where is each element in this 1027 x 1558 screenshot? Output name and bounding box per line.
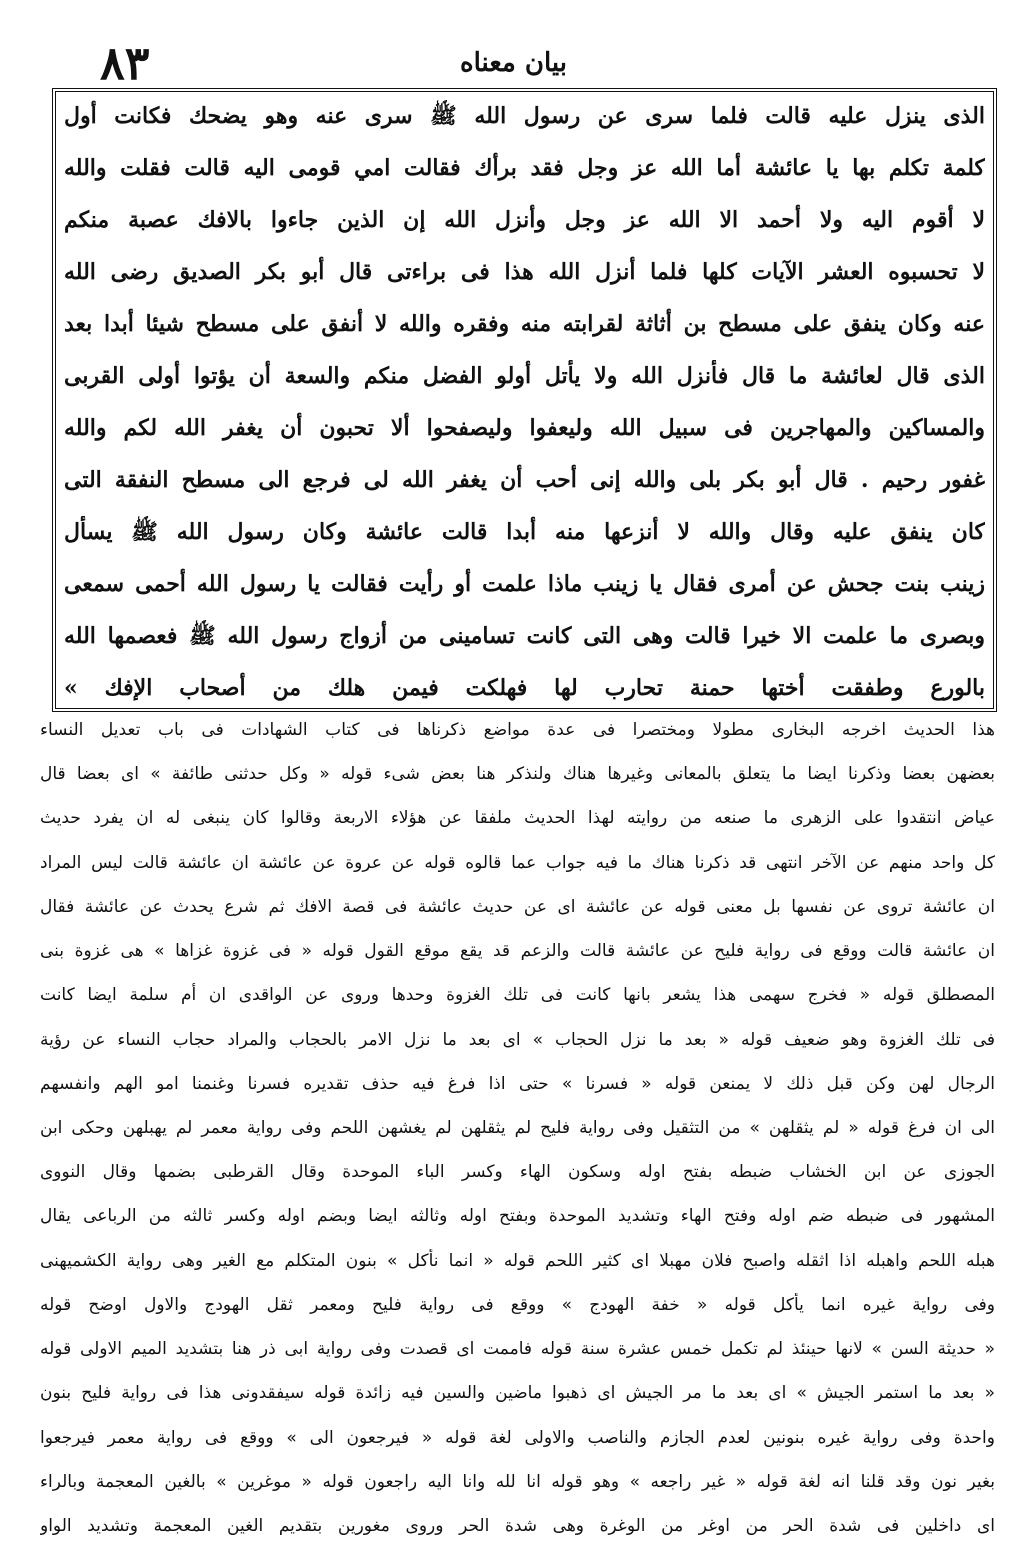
commentary-line: بغير نون وقد قلنا انه لغة قوله « غير راجعه » وهو قوله انا لله وانا اليه راجعون قوله « موغرين » بالغين المعجمة وبالراء xyxy=(40,1471,995,1492)
commentary-line: « حديثة السن » لانها حينئذ لم تكمل خمس عشرة سنة قوله فاممت اى قصدت وفى رواية ابى ذر هنا بتشديد الميم الاولى قوله xyxy=(40,1339,995,1360)
hadith-line: وبصرى ما علمت الا خيرا قالت وهى التى كانت تسامينى من أزواج رسول الله ﷺ فعصمها الله xyxy=(64,623,985,649)
hadith-line: كان ينفق عليه وقال والله لا أنزعها منه أبدا قالت عائشة وكان رسول الله ﷺ يسأل xyxy=(64,519,985,545)
page-number: ٨٣ xyxy=(100,36,150,90)
commentary-line: الرجال لهن وكن قبل ذلك لا يمنعن قوله « فسرنا » حتى اذا فرغ فيه حذف تقديره فسرنا وغنمنا امو الهم وانفسهم xyxy=(40,1073,995,1094)
commentary-line: واحدة وفى رواية غيره بنونين لعدم الجازم والناصب والاولى لغة قوله « فيرجعون الى » ووقع فى رواية معمر فيرجعوا xyxy=(40,1427,995,1448)
commentary-line: وفى رواية غيره انما يأكل قوله « خفة الهودج » ووقع فى رواية فليح ومعمر ثقل الهودج والاول اوضح قوله xyxy=(40,1294,995,1315)
hadith-line: عنه وكان ينفق على مسطح بن أثاثة لقرابته منه وفقره والله لا أنفق على مسطح شيئا أبدا بعد xyxy=(64,311,985,337)
commentary-line: ان عائشة قالت ووقع فى رواية فليح عن عائشة قالت والزعم قد يقع موقع القول قوله « فى غزوة غزاها » هى غزوة بنى xyxy=(40,941,995,962)
commentary-line: بعضهن بعضا وذكرنا ايضا ما يتعلق بالمعانى وغيرها هناك ولنذكر هنا بعض شىء قوله « وكل حدثنى طائفة » اى بعضا قال xyxy=(40,764,995,785)
commentary-line: هبله اللحم واهبله اذا اثقله واصبح فلان مهبلا اى كثير اللحم قوله « انما نأكل » بنون المتكلم مع الغير وهى رواية الكشميهنى xyxy=(40,1250,995,1271)
commentary-line: الى ان فرغ قوله « لم يثقلهن » من التثقيل وفى رواية فليح لم يثقلهن لم يغشهن اللحم وفى رواية معمر لم يهبلهن وحكى ابن xyxy=(40,1117,995,1138)
hadith-line: لا تحسبوه العشر الآيات كلها فلما أنزل الله هذا فى براءتى قال أبو بكر الصديق رضى الله xyxy=(64,259,985,285)
commentary-line: المصطلق قوله « فخرج سهمى هذا يشعر بانها كانت فى تلك الغزوة وحدها وروى عن الواقدى ان أم سلمة ايضا كانت xyxy=(40,985,995,1006)
commentary-line: الجوزى عن ابن الخشاب ضبطه بفتح اوله وسكون الهاء وكسر الباء الموحدة وقال القرطبى بضمها وقال النووى xyxy=(40,1162,995,1183)
hadith-line: الذى قال لعائشة ما قال فأنزل الله ولا يأتل أولو الفضل منكم والسعة أن يؤتوا أولى القربى xyxy=(64,363,985,389)
hadith-line: كلمة تكلم بها يا عائشة أما الله عز وجل فقد برأك فقالت امي قومى اليه قالت فقلت والله xyxy=(64,155,985,181)
running-title: بیان معناه xyxy=(459,48,567,78)
commentary-text-block xyxy=(40,718,995,1538)
hadith-line: زينب بنت جحش عن أمرى فقال يا زينب ماذا علمت أو رأيت فقالت يا رسول الله أحمى سمعى xyxy=(64,571,985,597)
hadith-line: بالورع وطفقت أختها حمنة تحارب لها فهلكت فيمن هلك من أصحاب الإفك » xyxy=(64,675,985,701)
commentary-line: ان عائشة تروى عن نفسها بل معنى قوله عن عائشة اى عن حديث عائشة فى قصة الافك ثم شرع يحدث عن عائشة فقال xyxy=(40,896,995,917)
commentary-line: « بعد ما استمر الجيش » اى بعد ما مر الجيش اى ذهبوا ماضين والسين فيه زائدة قوله سيفقدونى هذا فى رواية فليح بنون xyxy=(40,1383,995,1404)
commentary-line: فى تلك الغزوة وهو ضعيف قوله « بعد ما نزل الحجاب » اى بعد ما نزل الامر بالحجاب والمراد حجاب النساء عن رؤية xyxy=(40,1029,995,1050)
hadith-line: غفور رحيم . قال أبو بكر بلى والله إنى أحب أن يغفر الله لى فرجع الى مسطح النفقة التى xyxy=(64,467,985,493)
commentary-line: المشهور فى ضبطه ضم اوله وفتح الهاء وتشديد الموحدة وبفتح اوله وثالثه ايضا وبضم اوله وكسر ثالثه من الرباعى يقال xyxy=(40,1206,995,1227)
commentary-line: كل واحد منهم عن الآخر انتهى قد ذكرنا هناك ما فيه جواب عما قالوه قوله عن عروة عن عائشة ان عائشة قالت ليس المراد xyxy=(40,852,995,873)
hadith-line: والمساكين والمهاجرين فى سبيل الله وليعفوا وليصفحوا ألا تحبون أن يغفر الله لكم والله xyxy=(64,415,985,441)
hadith-line: لا أقوم اليه ولا أحمد الا الله عز وجل وأنزل الله إن الذين جاءوا بالافك عصبة منكم xyxy=(64,207,985,233)
commentary-line: اى داخلين فى شدة الحر من اوغر من الوغرة وهى شدة الحر وروى مغورين بتقديم الغين المعجمة وتشديد الواو xyxy=(40,1515,995,1536)
commentary-line: هذا الحديث اخرجه البخارى مطولا ومختصرا فى عدة مواضع ذكرناها فى كتاب الشهادات فى باب تعديل النساء xyxy=(40,720,995,740)
hadith-line: الذی ينزل عليه قالت فلما سرى عن رسول الله ﷺ سرى عنه وهو يضحك فكانت أول xyxy=(64,103,985,129)
hadith-text-block xyxy=(64,100,985,704)
commentary-line: عياض انتقدوا على الزهرى ما صنعه من روايته لهذا الحديث ملفقا عن هؤلاء الاربعة وقالوا كان ينبغى له ان يفرد حديث xyxy=(40,808,995,829)
